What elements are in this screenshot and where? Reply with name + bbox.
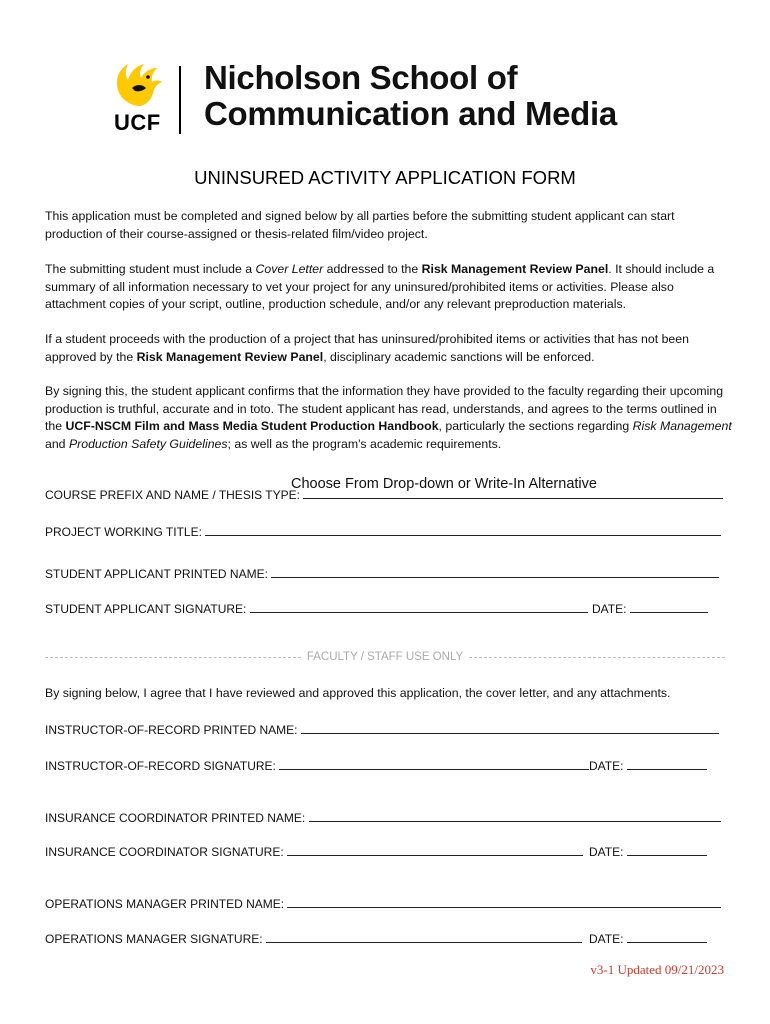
student-name-row — [45, 565, 719, 581]
text-span: The submitting student must include a — [45, 262, 256, 276]
ops-name-label: OPERATIONS MANAGER PRINTED NAME: — [45, 897, 285, 911]
header-logo — [112, 58, 672, 138]
text-span: , particularly the sections regarding — [438, 419, 633, 434]
student-name-label: STUDENT APPLICANT PRINTED NAME: — [45, 567, 268, 581]
review-panel-emphasis: Risk Management Review Panel — [421, 262, 609, 276]
version-footer: v3-1 Updated 09/21/2023 — [590, 962, 724, 977]
insurance-date-row — [589, 843, 707, 859]
school-name-line1: Nicholson School of — [204, 59, 518, 96]
text-span: By signing this, the student applicant confirms that the information they have provided to the faculty regarding their upcoming production is truthful, accurate and in toto. The student applicant has read, understands, and agrees to the terms outlined in the — [45, 384, 724, 434]
student-date-row — [592, 600, 708, 616]
date-label: DATE: — [589, 932, 624, 946]
instructor-date-row — [589, 757, 707, 773]
insurance-signature-label: INSURANCE COORDINATOR SIGNATURE: — [45, 845, 284, 859]
intro-paragraph: This application must be completed and signed below by all parties before the submitting student applicant can start production of their course-assigned or thesis-related film/video project. — [45, 209, 675, 241]
ops-name-row — [45, 895, 721, 911]
text-span: addressed to the — [323, 262, 422, 276]
ops-date-field[interactable] — [627, 930, 707, 943]
school-name — [204, 60, 617, 132]
date-label: DATE: — [589, 845, 624, 859]
cover-letter-emphasis: Cover Letter — [255, 262, 324, 276]
course-prefix-dropdown-value[interactable]: Choose From Drop-down or Write-In Alternative — [291, 476, 597, 492]
insurance-name-row — [45, 809, 721, 825]
ops-signature-label: OPERATIONS MANAGER SIGNATURE: — [45, 932, 263, 946]
project-title-field[interactable] — [205, 523, 721, 536]
student-name-field[interactable] — [271, 565, 719, 578]
ops-signature-field[interactable] — [266, 930, 582, 943]
insurance-signature-row — [45, 843, 583, 859]
ops-name-field[interactable] — [287, 895, 721, 908]
student-signature-label: STUDENT APPLICANT SIGNATURE: — [45, 602, 247, 616]
project-title-label: PROJECT WORKING TITLE: — [45, 525, 202, 539]
project-title-row — [45, 523, 721, 539]
sanctions-paragraph — [45, 331, 735, 366]
logo-divider — [179, 66, 181, 134]
insurance-name-label: INSURANCE COORDINATOR PRINTED NAME: — [45, 811, 306, 825]
review-panel-emphasis: Risk Management Review Panel — [136, 349, 324, 364]
instructor-signature-label: INSTRUCTOR-OF-RECORD SIGNATURE: — [45, 759, 276, 773]
text-span: . It should include a summary of all information necessary to vet your project for any uninsured/prohibited items or activities. Please also attachment copies of your script, outline, production schedule, and/or any relevant preproduction materials. — [45, 262, 715, 312]
ucf-wordmark: UCF — [114, 110, 161, 135]
handbook-emphasis: UCF-NSCM Film and Mass Media Student Production Handbook — [65, 419, 439, 434]
pegasus-logo-icon — [112, 58, 164, 108]
insurance-date-field[interactable] — [627, 843, 707, 856]
text-span: If a student proceeds with the production of a project that has uninsured/prohibited items or activities that has not been approved by the — [45, 332, 689, 364]
insurance-name-field[interactable] — [309, 809, 721, 822]
agreement-paragraph — [45, 383, 735, 453]
insurance-signature-field[interactable] — [287, 843, 583, 856]
instructor-name-field[interactable] — [301, 721, 719, 734]
risk-management-emphasis: Risk Management — [632, 419, 732, 434]
approval-statement: By signing below, I agree that I have reviewed and approved this application, the cover letter, and any attachments. — [45, 686, 671, 700]
text-span: ; as well as the program's academic requirements. — [227, 436, 502, 451]
ops-date-row — [589, 930, 707, 946]
school-name-line2: Communication and Media — [204, 95, 617, 132]
student-date-field[interactable] — [630, 600, 708, 613]
form-title: UNINSURED ACTIVITY APPLICATION FORM — [194, 167, 576, 188]
instructor-name-label: INSTRUCTOR-OF-RECORD PRINTED NAME: — [45, 723, 298, 737]
student-signature-row — [45, 600, 588, 616]
text-span: , disciplinary academic sanctions will be enforced. — [323, 349, 595, 364]
divider-dash — [469, 657, 725, 658]
date-label: DATE: — [592, 602, 627, 616]
instructor-signature-row — [45, 757, 589, 773]
course-prefix-label: COURSE PREFIX AND NAME / THESIS TYPE: — [45, 488, 300, 502]
date-label: DATE: — [589, 759, 624, 773]
instructor-signature-field[interactable] — [279, 757, 589, 770]
faculty-use-label: FACULTY / STAFF USE ONLY — [306, 651, 464, 663]
ops-signature-row — [45, 930, 582, 946]
text-span: and — [45, 436, 69, 451]
safety-guidelines-emphasis: Production Safety Guidelines — [68, 436, 228, 451]
cover-letter-paragraph — [45, 261, 735, 314]
instructor-date-field[interactable] — [627, 757, 707, 770]
instructor-name-row — [45, 721, 719, 737]
divider-dash — [45, 657, 301, 658]
student-signature-field[interactable] — [250, 600, 588, 613]
faculty-use-divider — [45, 651, 725, 663]
